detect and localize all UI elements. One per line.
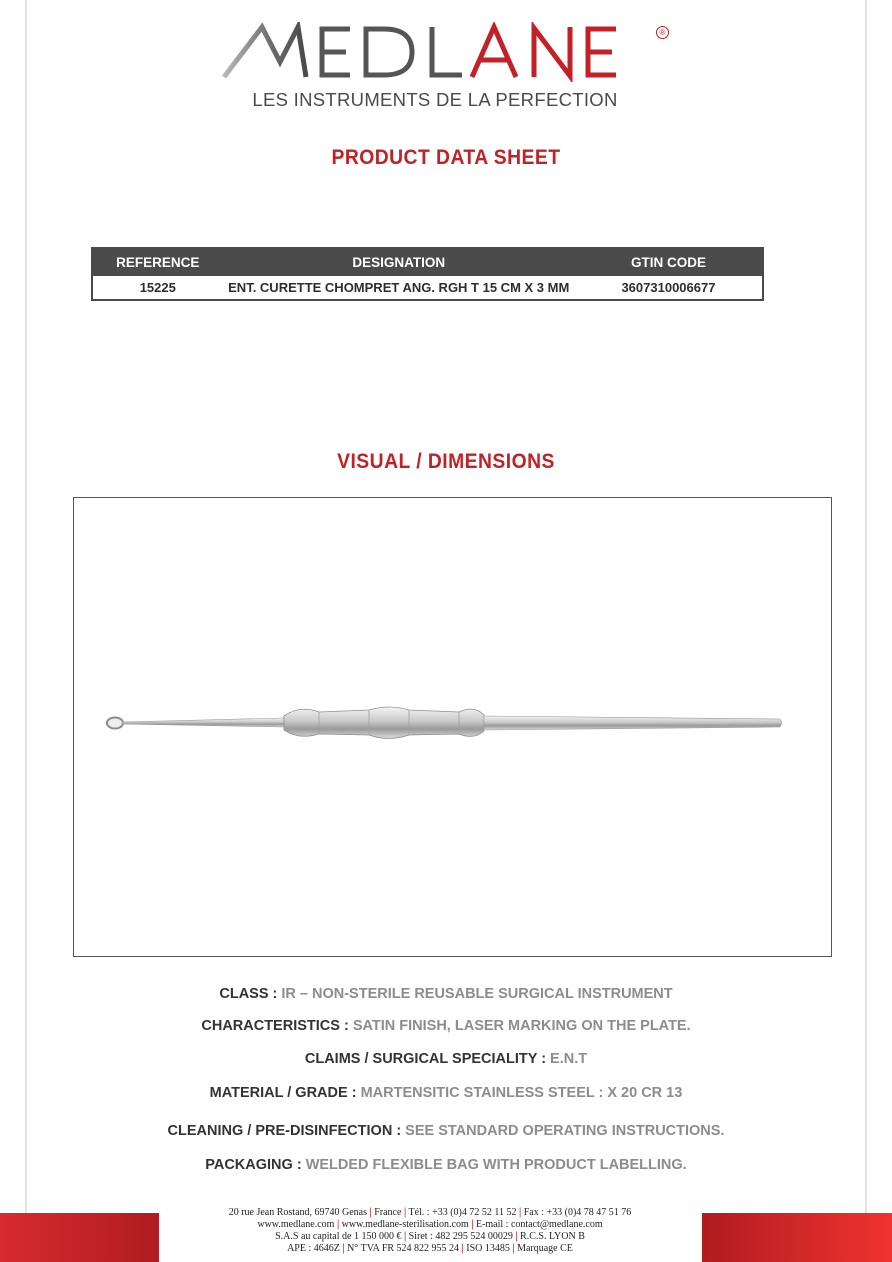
footer-rcs: R.C.S. LYON B bbox=[520, 1231, 585, 1242]
curette-instrument-icon bbox=[104, 688, 794, 758]
footer-separator: | bbox=[336, 1219, 340, 1230]
spec-packaging-label: PACKAGING : bbox=[205, 1157, 302, 1173]
footer-line-address bbox=[180, 1207, 680, 1219]
footer-email[interactable]: E-mail : contact@medlane.com bbox=[475, 1219, 603, 1230]
spec-class-label: CLASS : bbox=[219, 986, 278, 1002]
visual-dimensions-title: VISUAL / DIMENSIONS bbox=[337, 450, 555, 473]
footer-sterilisation-link[interactable]: www.medlane-sterilisation.com bbox=[341, 1219, 469, 1230]
footer-line-web bbox=[180, 1219, 680, 1231]
footer-separator: | bbox=[403, 1207, 407, 1218]
footer-separator: | bbox=[471, 1219, 474, 1230]
brand-tagline: LES INSTRUMENTS DE LA PERFECTION bbox=[252, 89, 618, 110]
footer-ape: APE : 4646Z bbox=[287, 1243, 340, 1254]
product-visual-frame bbox=[73, 497, 832, 957]
spec-cleaning-value: SEE STANDARD OPERATING INSTRUCTIONS. bbox=[401, 1123, 725, 1139]
footer-siret: Siret : 482 295 524 00029 bbox=[408, 1231, 513, 1242]
spec-material bbox=[0, 1085, 892, 1101]
footer-vat: N° TVA FR 524 822 955 24 bbox=[347, 1243, 460, 1254]
footer-separator: | bbox=[515, 1231, 518, 1242]
cell-gtin: 3607310006677 bbox=[621, 280, 716, 295]
product-data-sheet-title: PRODUCT DATA SHEET bbox=[331, 146, 561, 169]
footer-iso: ISO 13485 bbox=[466, 1243, 510, 1254]
header-designation: DESIGNATION bbox=[223, 248, 575, 276]
footer-capital: S.A.S au capital de 1 150 000 € bbox=[275, 1231, 402, 1242]
footer-line-company bbox=[180, 1231, 680, 1243]
table-row bbox=[92, 276, 763, 300]
footer-website-link[interactable]: www.medlane.com bbox=[257, 1219, 335, 1230]
spec-material-label: MATERIAL / GRADE : bbox=[209, 1085, 357, 1101]
spec-characteristics-label: CHARACTERISTICS : bbox=[201, 1018, 349, 1034]
spec-class-value: IR – NON-STERILE REUSABLE SURGICAL INSTRUMENT bbox=[277, 986, 673, 1002]
spec-cleaning-label: CLEANING / PRE-DISINFECTION : bbox=[167, 1123, 402, 1139]
footer-country: France bbox=[374, 1207, 402, 1218]
footer-separator: | bbox=[519, 1207, 522, 1218]
spec-claims-value: E.N.T bbox=[546, 1051, 588, 1067]
spec-claims bbox=[0, 1051, 892, 1067]
spec-packaging-value: WELDED FLEXIBLE BAG WITH PRODUCT LABELLING. bbox=[301, 1157, 687, 1173]
registered-mark: ® bbox=[656, 26, 669, 39]
header-gtin: GTIN CODE bbox=[575, 248, 763, 276]
cell-reference: 15225 bbox=[139, 280, 176, 295]
medlane-wordmark bbox=[222, 22, 657, 82]
footer-fax: Fax : +33 (0)4 78 47 51 76 bbox=[523, 1207, 632, 1218]
left-margin-rule bbox=[25, 0, 27, 1262]
spec-material-value: MARTENSITIC STAINLESS STEEL : X 20 CR 13 bbox=[356, 1085, 683, 1101]
spec-cleaning bbox=[0, 1123, 892, 1139]
spec-packaging bbox=[0, 1157, 892, 1173]
footer-separator: | bbox=[403, 1231, 407, 1242]
footer-contact-info bbox=[180, 1207, 680, 1255]
footer-accent-bar-right bbox=[702, 1213, 892, 1262]
footer-separator: | bbox=[342, 1243, 345, 1254]
footer-address: 20 rue Jean Rostand, 69740 Genas bbox=[228, 1207, 368, 1218]
footer-line-registration bbox=[180, 1243, 680, 1255]
cell-designation: ENT. CURETTE CHOMPRET ANG. RGH T 15 CM X 3 MM bbox=[228, 280, 570, 295]
footer-phone: Tél. : +33 (0)4 72 52 11 52 bbox=[408, 1207, 517, 1218]
spec-class bbox=[0, 986, 892, 1002]
spec-characteristics bbox=[0, 1018, 892, 1034]
medlane-logo bbox=[222, 22, 672, 114]
footer-accent-bar-left bbox=[0, 1213, 159, 1262]
footer-ce-marking: Marquage CE bbox=[517, 1243, 573, 1254]
footer-separator: | bbox=[369, 1207, 372, 1218]
spec-characteristics-value: SATIN FINISH, LASER MARKING ON THE PLATE. bbox=[348, 1018, 691, 1034]
right-margin-rule bbox=[865, 0, 867, 1262]
footer-separator: | bbox=[461, 1243, 464, 1254]
header-reference: REFERENCE bbox=[92, 248, 223, 276]
spec-claims-label: CLAIMS / SURGICAL SPECIALITY : bbox=[304, 1051, 547, 1067]
footer-separator: | bbox=[512, 1243, 515, 1254]
table-header-row bbox=[92, 248, 763, 276]
product-reference-table bbox=[91, 247, 764, 301]
